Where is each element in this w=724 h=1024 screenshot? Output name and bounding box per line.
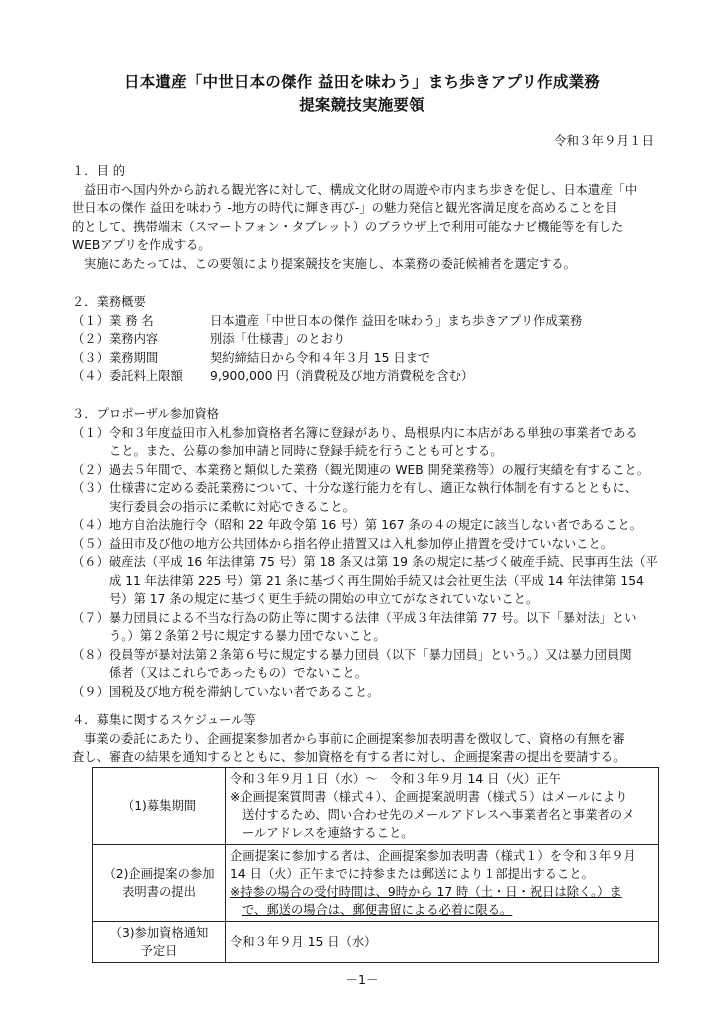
overview-item-number: （２） (72, 332, 109, 346)
notification-date-label: （3)参加資格通知 (109, 926, 209, 940)
participation-form-label: 表明書の提出 (122, 885, 196, 899)
section-1-paragraph-line: 的として、携帯端末（スマートフォン・タブレット）のブラウザ上で利用可能なナビ機能等を有した (72, 220, 624, 234)
cell-text-underlined: で、郵送の場合は、郵便書留による必着に限る。 (242, 903, 513, 917)
qualification-item-cont: 実行委員会の指示に柔軟に対応できること。 (109, 500, 355, 514)
section-1-paragraph-line: 益田市へ国内外から訪れる観光客に対して、構成文化財の周遊や市内まち歩きを促し、日本遺産「中 (84, 183, 638, 197)
cell-text: ※企画提案質問書（様式４）、企画提案説明書（様式５）はメールにより (230, 790, 628, 804)
notification-date-label: 予定日 (140, 944, 178, 958)
overview-item-number: （３） (72, 351, 109, 365)
table-cell-content (226, 768, 659, 845)
cell-text: ールアドレスを連絡すること。 (242, 826, 414, 840)
table-cell-label (93, 922, 226, 963)
recruitment-period-label: （1)募集期間 (121, 799, 197, 813)
table-cell-content (226, 922, 659, 963)
overview-item-value: 別添「仕様書」のとおり (210, 332, 346, 346)
document-subtitle: 提案競技実施要領 (299, 96, 425, 114)
overview-item-label: 業務期間 (109, 351, 159, 365)
qualification-item: （８）役員等が暴対法第２条第６号に規定する暴力団員（以下「暴力団員」という。）又は暴力団員関 (72, 648, 632, 662)
document-title: 日本遺産「中世日本の傑作 益田を味わう」まち歩きアプリ作成業務 (124, 73, 600, 91)
qualification-item: （６）破産法（平成 16 年法律第 75 号）第 18 条又は第 19 条の規定に基づく破産手続、民事再生法（平 (72, 555, 658, 569)
cell-text-underlined: ※持参の場合の受付時間は、9時から 17 時（土・日・祝日は除く。）ま (230, 885, 622, 899)
table-row (93, 922, 659, 963)
overview-item-label: 業 務 名 (109, 314, 154, 328)
table-cell-label (93, 768, 226, 845)
overview-item-value: 9,900,000 円（消費税及び地方消費税を含む） (210, 369, 474, 383)
overview-item-value: 日本遺産「中世日本の傑作 益田を味わう」まち歩きアプリ作成業務 (210, 314, 583, 328)
overview-item-label: 委託料上限額 (109, 369, 183, 383)
section-1-paragraph-line: 世日本の傑作 益田を味わう -地方の時代に輝き再び-」の魅力発信と観光客満足度を高めることを目 (72, 201, 618, 215)
schedule-table (92, 767, 659, 963)
qualification-item: （２）過去５年間で、本業務と類似した業務（観光関連の WEB 開発業務等）の履行実績を有すること。 (72, 463, 650, 477)
overview-item-label: 業務内容 (109, 332, 159, 346)
section-1-paragraph-line: 実施にあたっては、この要領により提案競技を実施し、本業務の委託候補者を選定する。 (84, 257, 576, 271)
table-cell-content (226, 845, 659, 922)
qualification-item-cont: う。）第２条第２号に規定する暴力団でないこと。 (109, 629, 386, 643)
qualification-item: （５）益田市及び他の地方公共団体から指名停止措置又は入札参加停止措置を受けていないこと。 (72, 537, 614, 551)
table-row (93, 768, 659, 845)
qualification-item-cont: こと。また、公募の参加申請と同時に登録手続を行うことも可とする。 (109, 444, 503, 458)
participation-form-label: （2)企画提案の参加 (103, 867, 215, 881)
table-row (93, 845, 659, 922)
qualification-item: （７）暴力団員による不当な行為の防止等に関する法律（平成３年法律第 77 号。以下「暴対法」とい (72, 611, 637, 625)
qualification-item-cont: 号）第 17 条の規定に基づく更生手続の開始の申立てがなされていないこと。 (109, 592, 539, 606)
section-3-heading: ３．プロポーザル参加資格 (72, 407, 219, 421)
page-number: －1－ (345, 972, 379, 987)
cell-text: 令和３年９月 15 日（水） (230, 935, 377, 949)
qualification-item: （９）国税及び地方税を滞納していない者であること。 (72, 685, 380, 699)
section-1-paragraph-line: WEBアプリを作成する。 (72, 238, 211, 252)
section-4-heading: ４．募集に関するスケジュール等 (72, 713, 256, 727)
overview-item-number: （１） (72, 314, 109, 328)
cell-text: 送付するため、問い合わせ先のメールアドレスへ事業者名と事業者のメ (242, 808, 635, 822)
section-4-paragraph-line: 査し、審査の結果を通知するとともに、参加資格を有する者に対し、企画提案書の提出を要請する。 (72, 750, 626, 764)
section-1-heading: １．目 的 (72, 164, 126, 178)
qualification-item-cont: 成 11 年法律第 225 号）第 21 条に基づく再生開始手続又は会社更生法（平成 14 年法律第 154 (109, 574, 644, 588)
table-cell-label (93, 845, 226, 922)
section-2-heading: ２．業務概要 (72, 295, 146, 309)
qualification-item: （１）令和３年度益田市入札参加資格者名簿に登録があり、島根県内に本店がある単独の事業者である (72, 426, 638, 440)
section-4-paragraph-line: 事業の委託にあたり、企画提案参加者から事前に企画提案参加表明書を徴収して、資格の有無を審 (84, 732, 625, 746)
cell-text: 企画提案に参加する者は、企画提案参加表明書（様式１）を令和３年９月 (230, 849, 636, 863)
qualification-item: （４）地方自治法施行令（昭和 22 年政令第 16 号）第 167 条の４の規定に該当しない者であること。 (72, 518, 643, 532)
cell-text: 14 日（火）正午までに持参または郵送により１部提出すること。 (230, 867, 594, 881)
qualification-item: （３）仕様書に定める委託業務について、十分な遂行能力を有し、適正な執行体制を有するとともに、 (72, 481, 638, 495)
overview-item-value: 契約締結日から令和４年３月 15 日まで (210, 351, 431, 365)
overview-item-number: （４） (72, 369, 109, 383)
qualification-item-cont: 係者（又はこれらであったもの）でないこと。 (109, 666, 367, 680)
cell-text: 令和３年９月１日（水）～ 令和３年９月 14 日（火）正午 (230, 772, 561, 786)
issue-date: 令和３年９月１日 (553, 133, 654, 148)
